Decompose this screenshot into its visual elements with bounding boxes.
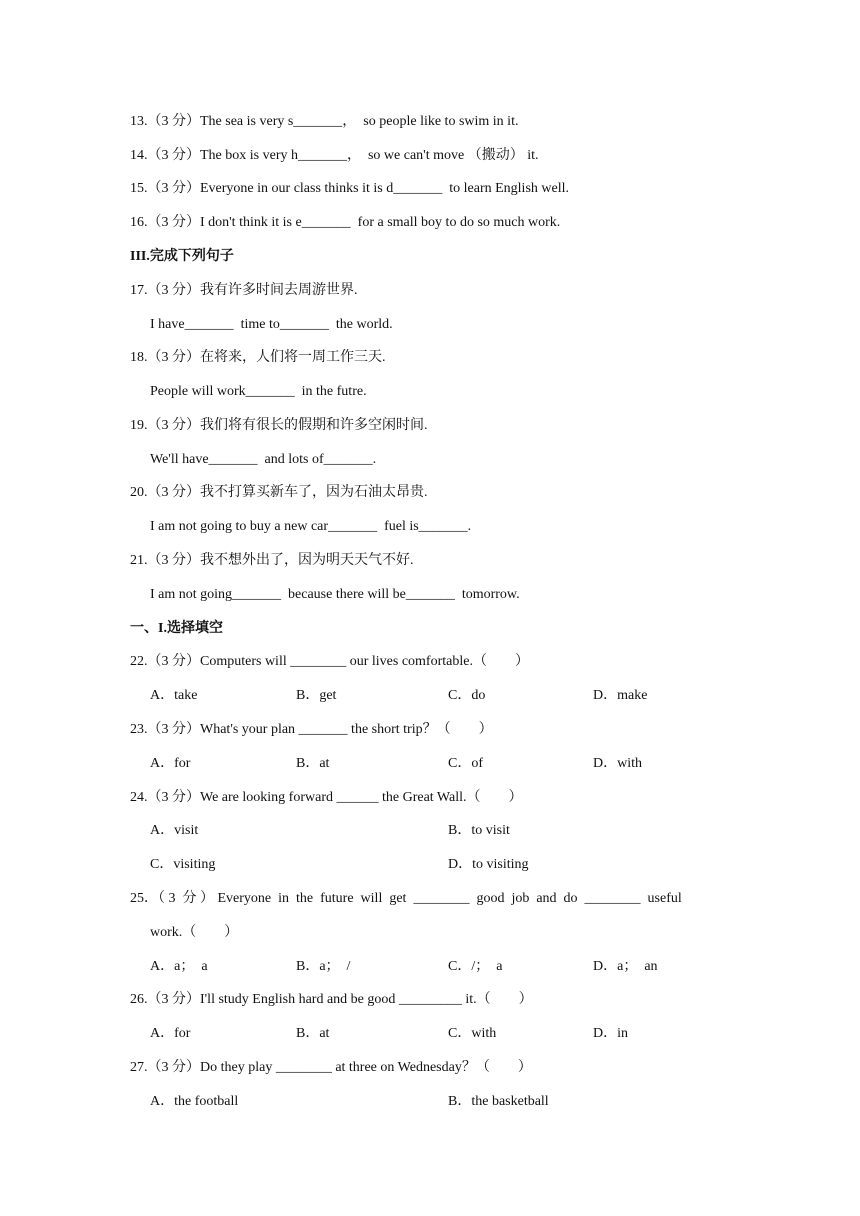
option-24-c: C．visiting bbox=[150, 857, 216, 872]
question-16: 16.（3 分）I don't think it is e_______ for a small boy to do so much work. bbox=[130, 215, 561, 230]
question-23: 23.（3 分）What's your plan _______ the short trip？（ ） bbox=[130, 722, 493, 737]
question-14: 14.（3 分）The box is very h_______， so we can't move （搬动） it. bbox=[130, 148, 539, 163]
answer-line-18: People will work_______ in the futre. bbox=[150, 384, 367, 399]
option-26-a: A．for bbox=[150, 1026, 191, 1041]
section-heading-i: 一、I.选择填空 bbox=[130, 621, 223, 636]
option-23-b: B．at bbox=[296, 756, 330, 771]
question-25-continued: work.（ ） bbox=[150, 925, 239, 940]
option-25-b: B．a； / bbox=[296, 959, 351, 974]
answer-line-19: We'll have_______ and lots of_______. bbox=[150, 452, 377, 467]
option-27-b: B．the basketball bbox=[448, 1094, 549, 1109]
option-22-b: B．get bbox=[296, 688, 337, 703]
question-15: 15.（3 分）Everyone in our class thinks it is d_______ to learn English well. bbox=[130, 181, 570, 196]
option-23-a: A．for bbox=[150, 756, 191, 771]
option-24-a: A．visit bbox=[150, 823, 199, 838]
question-20: 20.（3 分）我不打算买新车了，因为石油太昂贵. bbox=[130, 485, 428, 500]
question-19: 19.（3 分）我们将有很长的假期和许多空闲时间. bbox=[130, 418, 428, 433]
question-18: 18.（3 分）在将来，人们将一周工作三天. bbox=[130, 350, 386, 365]
option-25-c: C．/； a bbox=[448, 959, 503, 974]
question-13: 13.（3 分）The sea is very s_______， so people like to swim in it. bbox=[130, 114, 519, 129]
option-22-d: D．make bbox=[593, 688, 648, 703]
question-22: 22.（3 分）Computers will ________ our lives comfortable.（ ） bbox=[130, 654, 529, 669]
option-26-b: B．at bbox=[296, 1026, 330, 1041]
option-22-a: A．take bbox=[150, 688, 198, 703]
section-heading-iii: III.完成下列句子 bbox=[130, 249, 234, 264]
question-25: 25．（ 3 分 ） Everyone in the future will get ________ good job and do ________ useful bbox=[130, 891, 682, 906]
option-27-a: A．the football bbox=[150, 1094, 239, 1109]
answer-line-21: I am not going_______ because there will be_______ tomorrow. bbox=[150, 587, 520, 602]
option-25-d: D．a； an bbox=[593, 959, 658, 974]
option-23-c: C．of bbox=[448, 756, 483, 771]
question-21: 21.（3 分）我不想外出了，因为明天天气不好. bbox=[130, 553, 414, 568]
option-26-d: D．in bbox=[593, 1026, 628, 1041]
option-26-c: C．with bbox=[448, 1026, 497, 1041]
question-27: 27.（3 分）Do they play ________ at three on Wednesday？（ ） bbox=[130, 1060, 532, 1075]
question-26: 26.（3 分）I'll study English hard and be good _________ it.（ ） bbox=[130, 992, 533, 1007]
option-25-a: A．a； a bbox=[150, 959, 208, 974]
answer-line-17: I have_______ time to_______ the world. bbox=[150, 317, 393, 332]
option-23-d: D．with bbox=[593, 756, 642, 771]
option-24-b: B．to visit bbox=[448, 823, 510, 838]
question-17: 17.（3 分）我有许多时间去周游世界. bbox=[130, 283, 358, 298]
option-24-d: D．to visiting bbox=[448, 857, 529, 872]
question-24: 24.（3 分）We are looking forward ______ the Great Wall.（ ） bbox=[130, 790, 523, 805]
answer-line-20: I am not going to buy a new car_______ fuel is_______. bbox=[150, 519, 472, 534]
option-22-c: C．do bbox=[448, 688, 486, 703]
